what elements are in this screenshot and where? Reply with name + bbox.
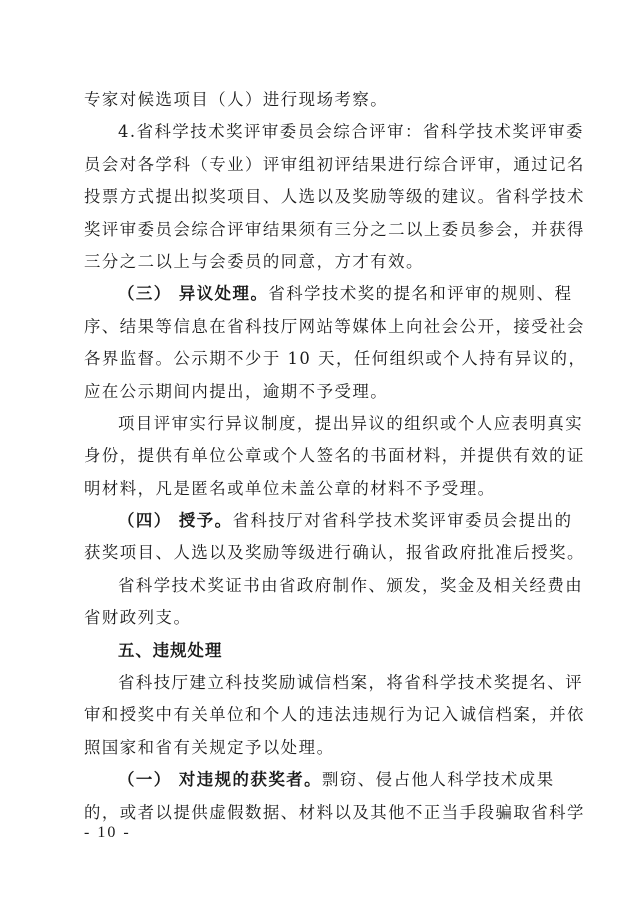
paragraph-line: 序、结果等信息在省科技厅网站等媒体上向社会公开，接受社会: [84, 316, 585, 336]
paragraph-line: 奖评审委员会综合评审结果须有三分之二以上委员参会，并获得: [84, 219, 585, 239]
section-three-text: 省科学技术奖的提名和评审的规则、程: [268, 284, 573, 304]
paragraph-line: 身份，提供有单位公章或个人签名的书面材料，并提供有效的证: [84, 446, 585, 466]
paragraph-line: 省财政列支。: [84, 608, 192, 628]
section-five-heading: 五、违规处理: [118, 640, 223, 660]
subsection-one-text: 剽窃、侵占他人科学技术成果: [322, 770, 555, 790]
section-four-line: [84, 505, 592, 537]
paragraph-line: 应在公示期间内提出，逾期不予受理。: [84, 381, 389, 401]
page-number: - 10 -: [84, 824, 131, 841]
paragraph-line: 投票方式提出拟奖项目、人选以及奖励等级的建议。省科学技术: [84, 187, 585, 207]
paragraph-line: 专家对候选项目（人）进行现场考察。: [84, 90, 389, 109]
paragraph-line: 省科技厅建立科技奖励诚信档案，将省科学技术奖提名、评: [118, 673, 584, 693]
paragraph-line: 各界监督。公示期不少于 10 天，任何组织或个人持有异议的，: [84, 349, 587, 369]
paragraph-line: 项目评审实行异议制度，提出异议的组织或个人应表明真实: [118, 413, 584, 433]
section-four-text: 省科技厅对省科学技术奖评审委员会提出的: [232, 511, 573, 531]
paragraph-line: 获奖项目、人选以及奖励等级进行确认，报省政府批准后授奖。: [84, 543, 585, 563]
section-four-heading: （四） 授予。: [118, 511, 233, 531]
paragraph-line: 审和授奖中有关单位和个人的违法违规行为记入诚信档案，并依: [84, 705, 585, 725]
section-three-line: [84, 278, 592, 310]
paragraph-line: 4.省科学技术奖评审委员会综合评审：省科学技术奖评审委: [118, 122, 584, 142]
paragraph-line: 明材料，凡是匿名或单位未盖公章的材料不予受理。: [84, 478, 496, 498]
subsection-one-line: [84, 764, 592, 796]
document-body: [84, 84, 592, 829]
paragraph-line: 员会对各学科（专业）评审组初评结果进行综合评审，通过记名: [84, 154, 585, 174]
paragraph-line: 三分之二以上与会委员的同意，方才有效。: [84, 251, 424, 271]
paragraph-line: 照国家和省有关规定予以处理。: [84, 737, 335, 757]
paragraph-line: 省科学技术奖证书由省政府制作、颁发，奖金及相关经费由: [118, 575, 584, 595]
subsection-one-heading: （一） 对违规的获奖者。: [118, 770, 323, 790]
paragraph-line: 的，或者以提供虚假数据、材料以及其他不正当手段骗取省科学: [84, 802, 585, 822]
section-three-heading: （三） 异议处理。: [118, 284, 269, 304]
